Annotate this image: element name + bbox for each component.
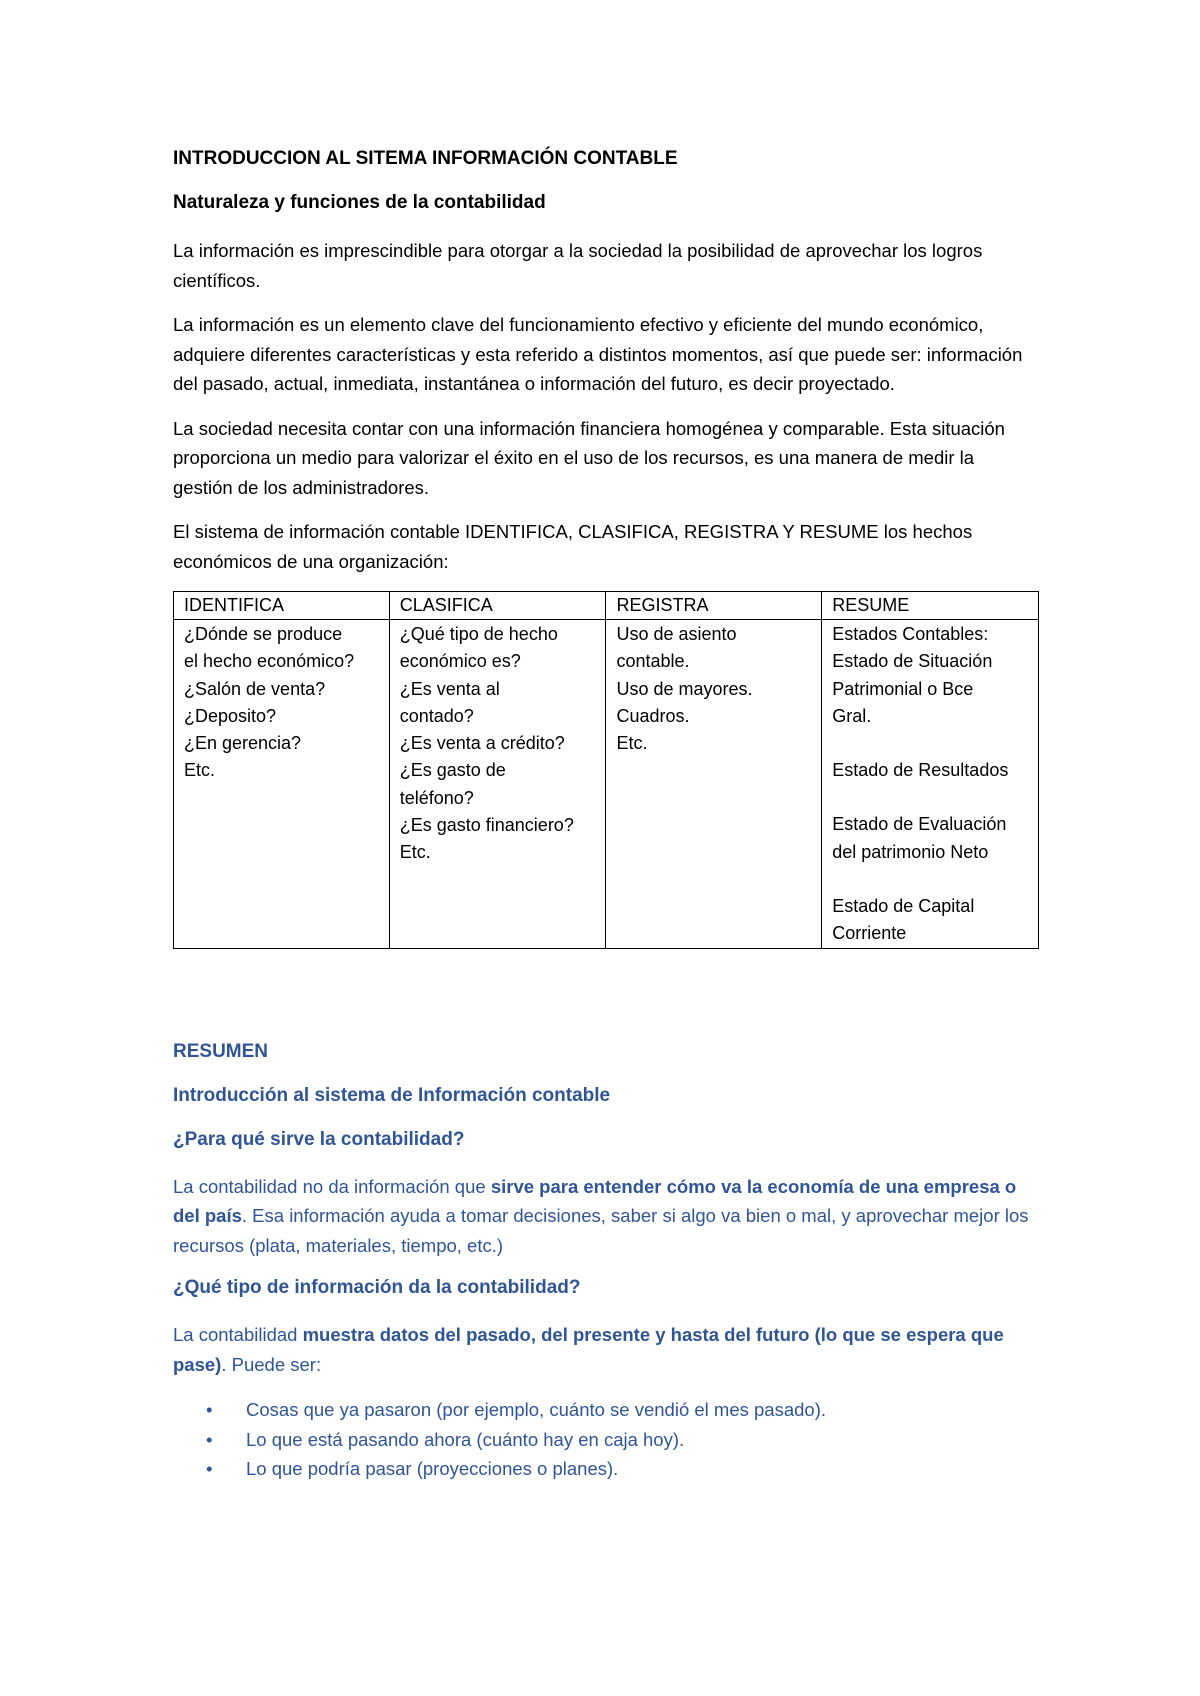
table-cell-line: Cuadros. bbox=[616, 705, 690, 726]
table-cell-identifica bbox=[174, 620, 390, 949]
list-item-text: Cosas que ya pasaron (por ejemplo, cuánto se vendió el mes pasado). bbox=[246, 1399, 827, 1421]
resumen-subheading: Introducción al sistema de Información contable bbox=[173, 1084, 611, 1106]
table-cell-line: ¿En gerencia? bbox=[184, 733, 302, 754]
table-row bbox=[174, 620, 1039, 949]
list-item bbox=[173, 1425, 1035, 1455]
bullet-icon: • bbox=[206, 1428, 213, 1450]
list-item-text: Lo que está pasando ahora (cuánto hay en caja hoy). bbox=[246, 1428, 685, 1450]
table-cell-line: el hecho económico? bbox=[184, 651, 355, 672]
table-cell-line: Estados Contables: bbox=[832, 624, 989, 644]
table-cell-line: Estado de Resultados bbox=[832, 760, 1009, 781]
table-cell-line: Estado de Capital bbox=[832, 896, 975, 917]
functions-table bbox=[173, 591, 1039, 949]
table-cell-line: Uso de mayores. bbox=[616, 678, 753, 699]
table-cell-line: ¿Es venta al bbox=[399, 678, 500, 699]
table-cell-line: ¿Deposito? bbox=[184, 705, 277, 726]
resumen-text: La contabilidad bbox=[173, 1324, 303, 1346]
table-cell-line: Estado de Evaluación bbox=[832, 814, 1007, 835]
table-cell-line: ¿Salón de venta? bbox=[184, 678, 326, 699]
table-cell-line: ¿Es venta a crédito? bbox=[399, 733, 565, 754]
table-cell-line: Etc. bbox=[616, 733, 648, 754]
column-header-resume: RESUME bbox=[822, 592, 1039, 620]
list-item bbox=[173, 1395, 1035, 1425]
list-item bbox=[173, 1454, 1035, 1484]
resumen-text: La contabilidad no da información que bbox=[173, 1175, 491, 1197]
table-cell-line: ¿Dónde se produce bbox=[184, 624, 343, 644]
table-cell-line: económico es? bbox=[399, 651, 521, 672]
resumen-emphasis: muestra datos del pasado, del presente y hasta del futuro (lo que se espera que pase) bbox=[173, 1324, 1004, 1375]
table-cell-line: contable. bbox=[616, 651, 690, 672]
list-item-text: Lo que podría pasar (proyecciones o planes). bbox=[246, 1458, 619, 1480]
resumen-text: . Puede ser: bbox=[221, 1353, 322, 1375]
table-cell-line: contado? bbox=[399, 705, 474, 726]
column-header-identifica: IDENTIFICA bbox=[174, 592, 390, 620]
table-cell-line bbox=[832, 866, 1028, 893]
table-cell-line: Uso de asiento bbox=[616, 624, 737, 644]
table-cell-line: Etc. bbox=[399, 842, 431, 863]
document-content bbox=[173, 147, 1035, 1484]
table-cell-line: teléfono? bbox=[399, 787, 474, 808]
table-cell-line: ¿Qué tipo de hecho bbox=[399, 624, 558, 644]
table-cell-line: Gral. bbox=[832, 705, 872, 726]
table-cell-line: Estado de Situación bbox=[832, 651, 993, 672]
table-cell-line: ¿Es gasto de bbox=[399, 760, 506, 781]
document-title: INTRODUCCION AL SITEMA INFORMACIÓN CONTABLE bbox=[173, 148, 678, 169]
table-cell-line bbox=[832, 784, 1028, 811]
table-cell-line: ¿Es gasto financiero? bbox=[399, 815, 574, 836]
question-heading-2: ¿Qué tipo de información da la contabilidad? bbox=[173, 1277, 581, 1299]
column-header-registra: REGISTRA bbox=[606, 592, 822, 620]
resumen-paragraph-1 bbox=[173, 1172, 1035, 1261]
section-subtitle: Naturaleza y funciones de la contabilidad bbox=[173, 192, 546, 213]
bullet-icon: • bbox=[206, 1458, 213, 1480]
table-cell-line: Corriente bbox=[832, 923, 907, 944]
table-header-row bbox=[174, 592, 1039, 620]
resumen-heading: RESUMEN bbox=[173, 1040, 269, 1062]
paragraph-4: El sistema de información contable IDENTIFICA, CLASIFICA, REGISTRA Y RESUME los hechos económicos de una organización: bbox=[173, 521, 973, 572]
column-header-clasifica: CLASIFICA bbox=[389, 592, 606, 620]
bullet-icon: • bbox=[206, 1399, 213, 1421]
table-cell-clasifica bbox=[389, 620, 606, 949]
resumen-text: . Esa información ayuda a tomar decisiones, saber si algo va bien o mal, y aprovechar mejor los recursos (plata, materiales, tiempo, etc.) bbox=[173, 1205, 1029, 1256]
paragraph-2: La información es un elemento clave del funcionamiento efectivo y eficiente del mundo económico, adquiere diferentes características y esta referido a distintos momentos, así que puede ser: información del pasado, actual, inmediata, instantánea o información del futuro, es decir proyectado. bbox=[173, 314, 1023, 394]
spacer bbox=[173, 949, 1035, 1040]
table-cell-registra bbox=[606, 620, 822, 949]
table-cell-resume bbox=[822, 620, 1039, 949]
question-heading-1: ¿Para qué sirve la contabilidad? bbox=[173, 1128, 465, 1150]
table-cell-line: Patrimonial o Bce bbox=[832, 678, 974, 699]
resumen-emphasis: sirve para entender cómo va la economía de una empresa o del país bbox=[173, 1175, 1017, 1227]
resumen-paragraph-2 bbox=[173, 1320, 1035, 1379]
paragraph-3: La sociedad necesita contar con una información financiera homogénea y comparable. Esta situación proporciona un medio para valorizar el éxito en el uso de los recursos, es una manera de medir la gestión de los administradores. bbox=[173, 417, 1005, 498]
table-cell-line bbox=[832, 730, 1028, 757]
table-cell-line: Etc. bbox=[184, 760, 216, 781]
paragraph-1: La información es imprescindible para otorgar a la sociedad la posibilidad de aprovechar los logros científicos. bbox=[173, 240, 983, 291]
resumen-bullet-list bbox=[173, 1395, 1035, 1484]
table-cell-line: del patrimonio Neto bbox=[832, 841, 989, 862]
